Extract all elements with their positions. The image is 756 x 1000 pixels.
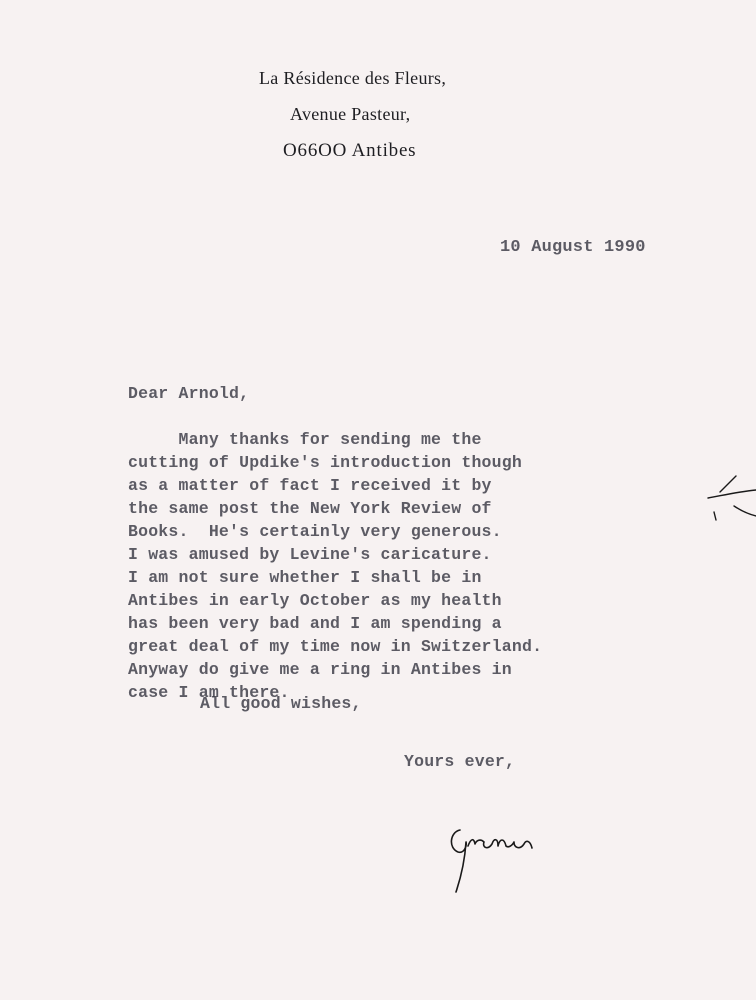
margin-ink-mark [706, 470, 756, 530]
body-line: has been very bad and I am spending a [128, 614, 502, 633]
body-line: Anyway do give me a ring in Antibes in [128, 660, 512, 679]
body-line: case I am there. [128, 683, 290, 702]
letterhead-street: Avenue Pasteur, [290, 104, 411, 124]
closing: All good wishes, [200, 694, 362, 713]
body-line: Many thanks for sending me the [128, 430, 482, 449]
body-line: Books. He's certainly very generous. [128, 522, 502, 541]
body-line: I was amused by Levine's caricature. [128, 545, 492, 564]
letterhead-residence: La Résidence des Fleurs, [259, 68, 447, 88]
body-line: Antibes in early October as my health [128, 591, 502, 610]
body-line: as a matter of fact I received it by [128, 476, 492, 495]
letterhead-city: O66OO Antibes [283, 140, 417, 161]
body-line: cutting of Updike's introduction though [128, 453, 522, 472]
signoff: Yours ever, [404, 752, 516, 771]
handwritten-signature [440, 808, 540, 898]
body-line: the same post the New York Review of [128, 499, 492, 518]
letter-date: 10 August 1990 [500, 238, 646, 257]
body-line: I am not sure whether I shall be in [128, 568, 482, 587]
salutation: Dear Arnold, [128, 384, 250, 403]
body-line: great deal of my time now in Switzerland. [128, 637, 543, 656]
